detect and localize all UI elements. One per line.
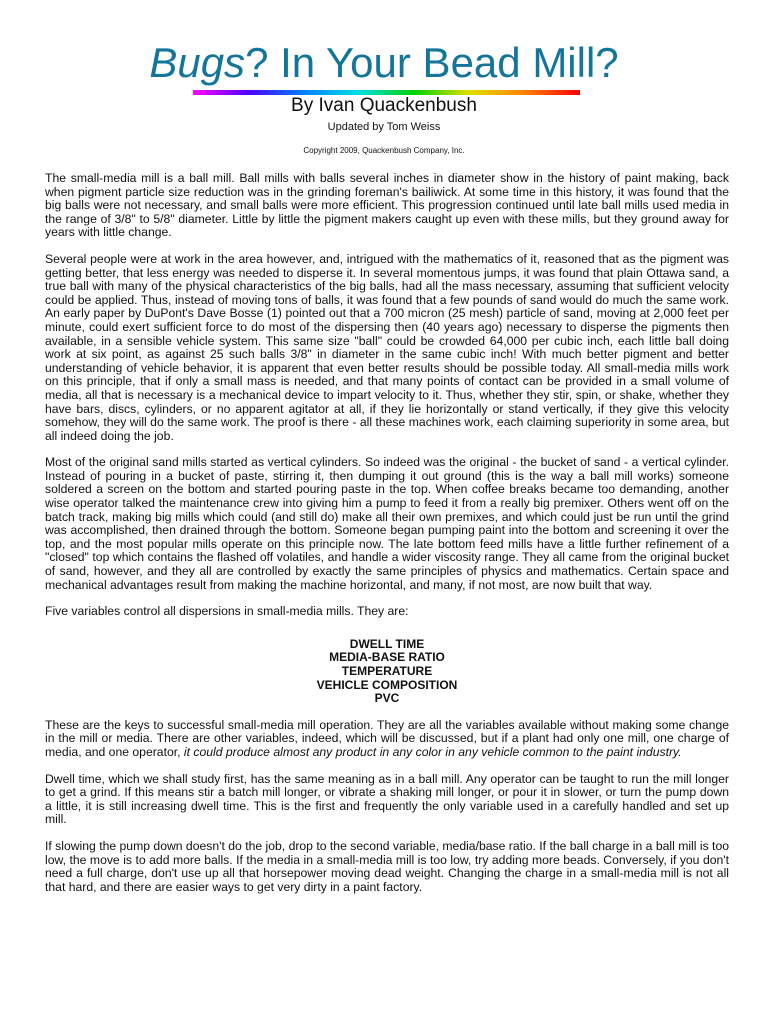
variables-list xyxy=(45,632,729,706)
variable-item: PVC xyxy=(374,691,400,706)
updated-by-line: Updated by Tom Weiss xyxy=(327,121,441,133)
paragraph-variables-intro: Five variables control all dispersions in small-media mills. They are: xyxy=(45,604,409,619)
variable-item: DWELL TIME xyxy=(349,636,425,651)
copyright-line: Copyright 2009, Quackenbush Company, Inc. xyxy=(303,146,465,155)
paragraph-dwell-time: Dwell time, which we shall study first, has the same meaning as in a ball mill. Any operator can be taught to run the mill longer to get a grind. If this means stir a batch mill longer, or vibrate a shaking mill longer, or pour it in slower, or turn the pump down a little, it is still increasing dwell time. This is the first and frequently the only variable used in a carefully handled and set up mill. xyxy=(45,771,729,827)
keys-italic-text: it could produce almost any product in any color in any vehicle common to the paint industry. xyxy=(183,744,682,759)
author-byline: By Ivan Quackenbush xyxy=(291,95,477,116)
paragraph-sand-mills: Most of the original sand mills started as vertical cylinders. So indeed was the original - the bucket of sand - a vertical cylinder. Instead of pouring in a bucket of paste, stirring it, then dumping it out ground (this is the way a ball mill works) someone soldered a screen on the bottom and started pouring paste in the top. When coffee breaks became too demanding, another wise operator talked the maintenance crew into giving him a pump to feed it from a really big premixer. Others went off on the batch track, making big mills which could (and still do) make all their own premixes, and which could just be run until the grind was accomplished, then drained through the bottom. Someone began pumping paint into the bottom and screening it over the top, and the most popular mills operate on this principle now. The late bottom feed mills have a little further refinement of a "closed" top which contains the flashed off volatiles, and handle a wider viscosity range. They all came from the original bucket of sand, however, and they all are controlled by exactly the same principles of physics and mathematics. Certain space and mechanical advantages result from making the machine horizontal, and many, if not most, are now built that way. xyxy=(45,455,729,592)
paragraph-intro: The small-media mill is a ball mill. Ball mills with balls several inches in diameter show in the history of paint making, back when pigment particle size reduction was in the grinding foreman's bailiwick. At some time in this history, it was found that the big balls were not necessary, and small balls were more efficient. This progression continued until late ball mills used media in the range of 3/8" to 5/8" diameter. Little by little the pigment makers caught up even with these mills, but they ground away for years with little change. xyxy=(45,171,729,240)
variable-item: MEDIA-BASE RATIO xyxy=(329,650,445,665)
title-rest: ? In Your Bead Mill? xyxy=(245,39,619,86)
paragraph-media-ratio: If slowing the pump down doesn't do the job, drop to the second variable, media/base ratio. If the ball charge in a ball mill is too low, the move is to add more balls. If the media in a small-media mill is too low, try adding more beads. Conversely, if you don't need a full charge, don't use up all that horsepower moving dead weight. Changing the charge in a small-media mill is not all that hard, and there are easier ways to get very dirty in a paint factory. xyxy=(45,838,729,894)
variable-item: TEMPERATURE xyxy=(341,664,433,678)
keys-text: These are the keys to successful small-media mill operation. They are all the variables available without making some change in the mill or media. There are other variables, indeed, which will be discussed, but if a plant had only one mill, one charge of media, and one operator, xyxy=(45,717,729,759)
variable-item: VEHICLE COMPOSITION xyxy=(316,677,458,692)
paragraph-keys xyxy=(45,719,729,760)
document-title xyxy=(0,38,768,88)
title-bugs: Bugs xyxy=(149,39,246,86)
paragraph-history: Several people were at work in the area however, and, intrigued with the mathematics of it, reasoned that as the pigment was getting better, that less energy was needed to disperse it. In several momentous jumps, it was found that plain Ottawa sand, a true ball with many of the physical characteristics of the big balls, had all the mass necessary, assuming that sufficient velocity could be applied. Thus, instead of moving tons of balls, it was found that a few pounds of sand would do much the same work. An early paper by DuPont's Dave Bosse (1) pointed out that a 700 micron (25 mesh) particle of sand, moving at 2,000 feet per minute, could exert sufficient force to do most of the dispersing then (40 years ago) necessary to disperse the pigments then available, in a sensible vehicle system. This same size "ball" could be crowded 64,000 per cubic inch, each little ball doing work at six point, as against 25 such balls 3/8" in diameter in the same cubic inch! With much better pigment and better understanding of vehicle behavior, it is apparent that even better results should be possible today. All small-media mills work on this principle, that if only a small mass is needed, and that many points of contact can be provided in a small volume of media, all that is necessary is a mechanical device to impart velocity to it. Thus, whether they stir, spin, or shake, whether they have bars, discs, cylinders, or no apparent agitator at all, if they lie horizontally or stand vertically, if they give this velocity somehow, they will do the same work. The proof is there - all these machines work, each claiming superiority in some area, but all indeed doing the job. xyxy=(45,251,729,443)
article-body xyxy=(45,172,729,907)
